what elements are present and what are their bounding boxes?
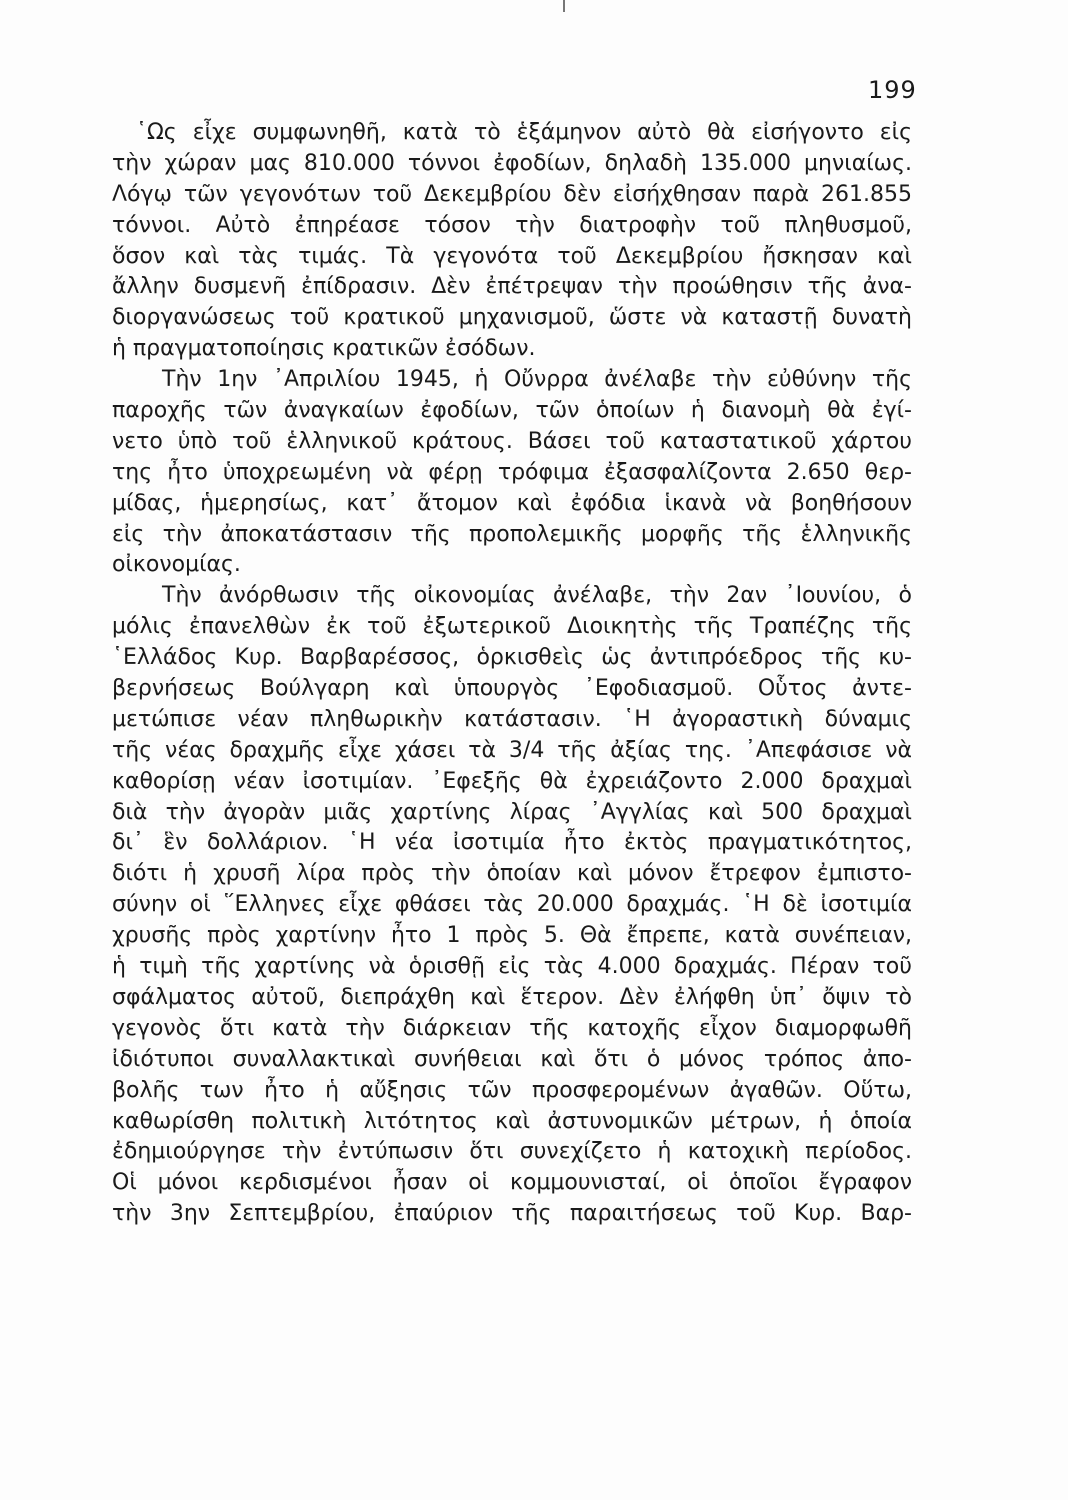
text-line: χρυσῆς πρὸς χαρτίνην ἦτο 1 πρὸς 5. Θὰ ἔπρεπε, κατὰ συνέπειαν, [112,923,912,949]
text-line: νετο ὑπὸ τοῦ ἑλληνικοῦ κράτους. Βάσει τοῦ καταστατικοῦ χάρτου [112,428,912,454]
text-line: Τὴν 1ην ᾽Απριλίου 1945, ἡ Οὔνρρα ἀνέλαβε τὴν εὐθύνην τῆς [162,367,912,393]
text-line: σφάλματος αὐτοῦ, διεπράχθη καὶ ἕτερον. Δὲν ἐλήφθη ὑπ᾽ ὄψιν τὸ [112,984,912,1010]
text-line: δι᾽ ἓν δολλάριον. ῾Η νέα ἰσοτιμία ἦτο ἐκτὸς πραγματικότητος, [112,830,912,856]
text-line: τῆς νέας δραχμῆς εἶχε χάσει τὰ 3/4 τῆς ἀξίας της. ᾽Απεφάσισε νὰ [112,737,912,763]
page-number: 199 [868,76,917,104]
text-line: Λόγῳ τῶν γεγονότων τοῦ Δεκεμβρίου δὲν εἰσήχθησαν παρὰ 261.855 [112,181,912,207]
text-line: ῾Ως εἶχε συμφωνηθῆ, κατὰ τὸ ἑξάμηνον αὐτὸ θὰ εἰσήγοντο εἰς [136,120,912,145]
text-line: της ἦτο ὑποχρεωμένη νὰ φέρῃ τρόφιμα ἐξασφαλίζοντα 2.650 θερ- [112,459,912,485]
text-line: τὴν 3ην Σεπτεμβρίου, ἐπαύριον τῆς παραιτήσεως τοῦ Κυρ. Βαρ- [112,1201,912,1227]
text-line: ῾Ελλάδος Κυρ. Βαρβαρέσσος, ὁρκισθεὶς ὡς ἀντιπρόεδρος τῆς κυ- [112,645,912,671]
text-line: παροχῆς τῶν ἀναγκαίων ἐφοδίων, τῶν ὁποίων ἡ διανομὴ θὰ ἐγί- [112,398,912,424]
text-line: Οἱ μόνοι κερδισμένοι ἦσαν οἱ κομμουνισταί, οἱ ὁποῖοι ἔγραφον [112,1170,912,1196]
text-line: ἄλλην δυσμενῆ ἐπίδρασιν. Δὲν ἐπέτρεψαν τὴν προώθησιν τῆς ἀνα- [112,274,912,300]
text-line: ἡ πραγματοποίησις κρατικῶν ἐσόδων. [112,336,536,362]
text-line: μίδας, ἡμερησίως, κατ᾽ ἄτομον καὶ ἐφόδια ἱκανὰ νὰ βοηθήσουν [112,490,912,516]
text-line: βερνήσεως Βούλγαρη καὶ ὑπουργὸς ᾽Εφοδιασμοῦ. Οὗτος ἀντε- [112,676,912,702]
text-line: ἡ τιμὴ τῆς χαρτίνης νὰ ὁρισθῇ εἰς τὰς 4.000 δραχμάς. Πέραν τοῦ [112,954,912,980]
text-line: καθωρίσθη πολιτικὴ λιτότητος καὶ ἀστυνομικῶν μέτρων, ἡ ὁποία [112,1108,912,1134]
text-line: γεγονὸς ὅτι κατὰ τὴν διάρκειαν τῆς κατοχῆς εἶχον διαμορφωθῆ [112,1015,912,1041]
text-line: διοργανώσεως τοῦ κρατικοῦ μηχανισμοῦ, ὥστε νὰ καταστῇ δυνατὴ [112,305,912,331]
text-line: ἰδιότυποι συναλλακτικαὶ συνήθειαι καὶ ὅτι ὁ μόνος τρόπος ἀπο- [112,1046,912,1072]
text-line: οἰκονομίας. [112,552,241,578]
text-line: καθορίσῃ νέαν ἰσοτιμίαν. ᾽Εφεξῆς θὰ ἐχρειάζοντο 2.000 δραχμαὶ [112,768,912,794]
text-line: Τὴν ἀνόρθωσιν τῆς οἰκονομίας ἀνέλαβε, τὴν 2αν ᾽Ιουνίου, ὁ [162,583,912,609]
text-line: μόλις ἐπανελθὼν ἐκ τοῦ ἐξωτερικοῦ Διοικητὴς τῆς Τραπέζης τῆς [112,614,912,640]
text-line: μετώπισε νέαν πληθωρικὴν κατάστασιν. ῾Η ἀγοραστικὴ δύναμις [112,706,912,732]
text-line: τὴν χώραν μας 810.000 τόννοι ἐφοδίων, δηλαδὴ 135.000 μηνιαίως. [112,150,912,176]
text-line: σύνην οἱ ῞Ελληνες εἶχε φθάσει τὰς 20.000 δραχμάς. ῾Η δὲ ἰσοτιμία [112,892,912,918]
body-text [112,118,912,1230]
text-line: διὰ τὴν ἀγορὰν μιᾶς χαρτίνης λίρας ᾽Αγγλίας καὶ 500 δραχμαὶ [112,799,912,825]
text-line: διότι ἡ χρυσῆ λίρα πρὸς τὴν ὁποίαν καὶ μόνον ἔτρεφον ἐμπιστο- [112,861,912,887]
text-line: βολῆς των ἦτο ἡ αὔξησις τῶν προσφερομένων ἀγαθῶν. Οὕτω, [112,1077,912,1103]
text-line: εἰς τὴν ἀποκατάστασιν τῆς προπολεμικῆς μορφῆς τῆς ἑλληνικῆς [112,521,912,547]
text-line: τόννοι. Αὐτὸ ἐπηρέασε τόσον τὴν διατροφὴν τοῦ πληθυσμοῦ, [112,212,912,238]
text-line: ὅσον καὶ τὰς τιμάς. Τὰ γεγονότα τοῦ Δεκεμβρίου ἤσκησαν καὶ [112,243,912,269]
text-line: ἐδημιούργησε τὴν ἐντύπωσιν ὅτι συνεχίζετο ἡ κατοχικὴ περίοδος. [112,1139,912,1165]
page-edge-mark [563,0,565,12]
